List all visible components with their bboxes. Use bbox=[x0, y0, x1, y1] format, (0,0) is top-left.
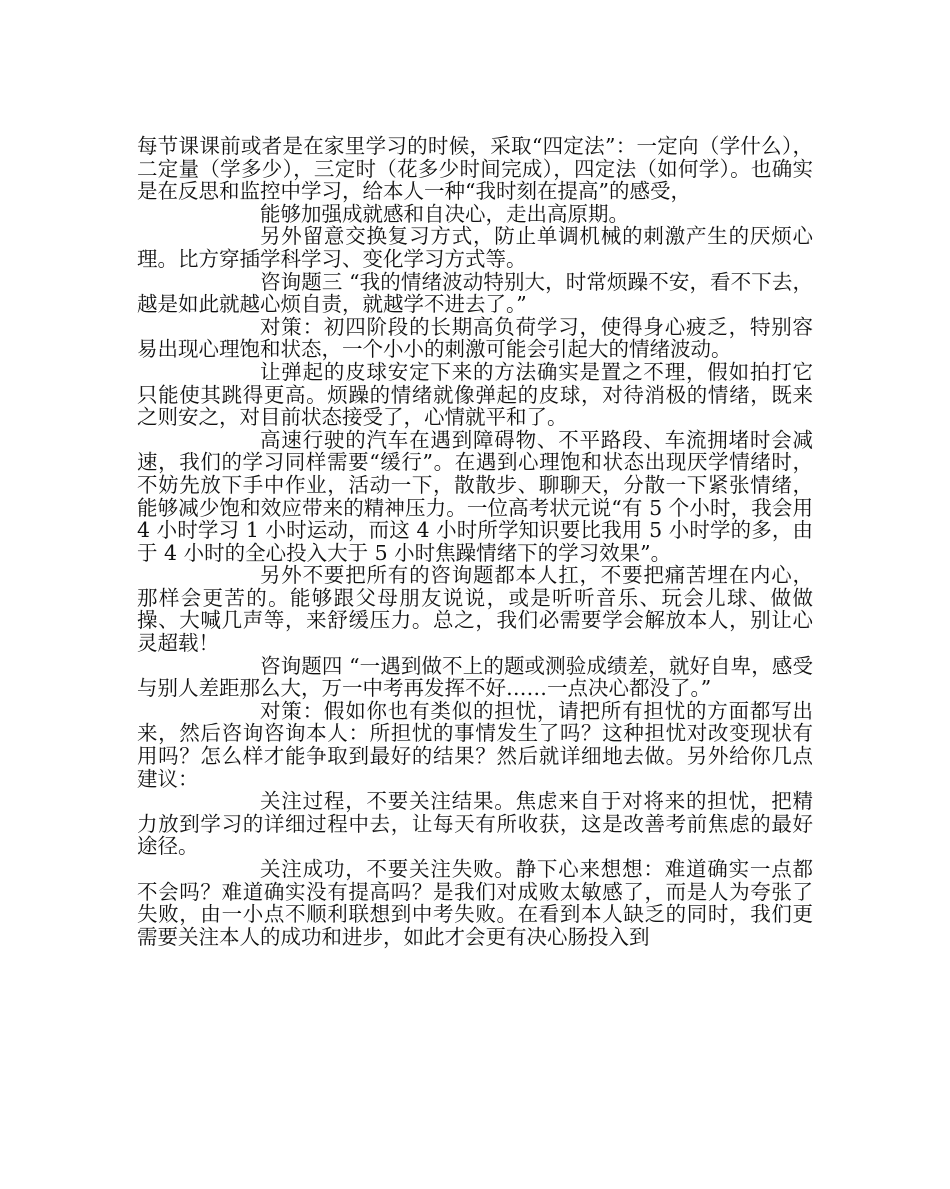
paragraph-11: 关注过程，不要关注结果。焦虑来自于对将来的担忧，把精力放到学习的详细过程中去，让每天有所收获，这是改善考前焦虑的最好途径。 bbox=[137, 789, 813, 859]
paragraph-7: 高速行驶的汽车在遇到障碍物、不平路段、车流拥堵时会减速，我们的学习同样需要“缓行”。在遇到心理饱和状态出现厌学情绪时，不妨先放下手中作业，活动一下，散散步、聊聊天，分散一下紧张情绪，能够减少饱和效应带来的精神压力。一位高考状元说“有 5 个小时，我会用 4 小时学习 1 小时运动，而这 4 小时所学知识要比我用 5 小时学的多，由于 4 小时的全心投入大于 5 小时焦躁情绪下的学习效果”。 bbox=[137, 427, 813, 565]
paragraph-2: 能够加强成就感和自决心，走出高原期。 bbox=[260, 201, 629, 226]
document-page bbox=[137, 135, 813, 948]
paragraph-6: 让弹起的皮球安定下来的方法确实是置之不理，假如拍打它只能使其跳得更高。烦躁的情绪就像弹起的皮球，对待消极的情绪，既来之则安之，对目前状态接受了，心情就平和了。 bbox=[137, 359, 813, 430]
paragraph-8: 另外不要把所有的咨询题都本人扛，不要把痛苦埋在内心，那样会更苦的。能够跟父母朋友说说，或是听听音乐、玩会儿球、做做操、大喊几声等，来舒缓压力。总之，我们必需要学会解放本人，别让心灵超载！ bbox=[137, 563, 813, 656]
paragraph-3: 另外留意交换复习方式，防止单调机械的刺激产生的厌烦心理。比方穿插学科学习、变化学习方式等。 bbox=[137, 224, 813, 271]
paragraph-question-3: 咨询题三 “我的情绪波动特别大，时常烦躁不安，看不下去，越是如此就越心烦自责，就越学不进去了。” bbox=[137, 269, 813, 317]
paragraph-strategy-4: 对策：假如你也有类似的担忧，请把所有担忧的方面都写出来，然后咨询咨询本人：所担忧的事情发生了吗？这种担忧对改变现状有用吗？怎么样才能争取到最好的结果？然后就详细地去做。另外给你几点建议： bbox=[137, 698, 813, 791]
paragraph-question-4: 咨询题四 “一遇到做不上的题或测验成绩差，就好自卑，感受与别人差距那么大，万一中考再发挥不好……一点决心都没了。” bbox=[137, 653, 813, 701]
paragraph-12: 关注成功，不要关注失败。静下心来想想：难道确实一点都不会吗？难道确实没有提高吗？是我们对成败太敏感了，而是人为夸张了失败，由一小点不顺利联想到中考失败。在看到本人缺乏的同时，我们更需要关注本人的成功和进步，如此才会更有决心肠投入到 bbox=[137, 857, 813, 949]
paragraph-strategy-3: 对策：初四阶段的长期高负荷学习，使得身心疲乏，特别容易出现心理饱和状态，一个小小的刺激可能会引起大的情绪波动。 bbox=[137, 314, 813, 362]
paragraph-1: 每节课课前或者是在家里学习的时候，采取“四定法”：一定向（学什么），二定量（学多少），三定时（花多少时间完成），四定法（如何学）。也确实是在反思和监控中学习，给本人一种“我时刻在提高”的感受， bbox=[137, 134, 813, 204]
